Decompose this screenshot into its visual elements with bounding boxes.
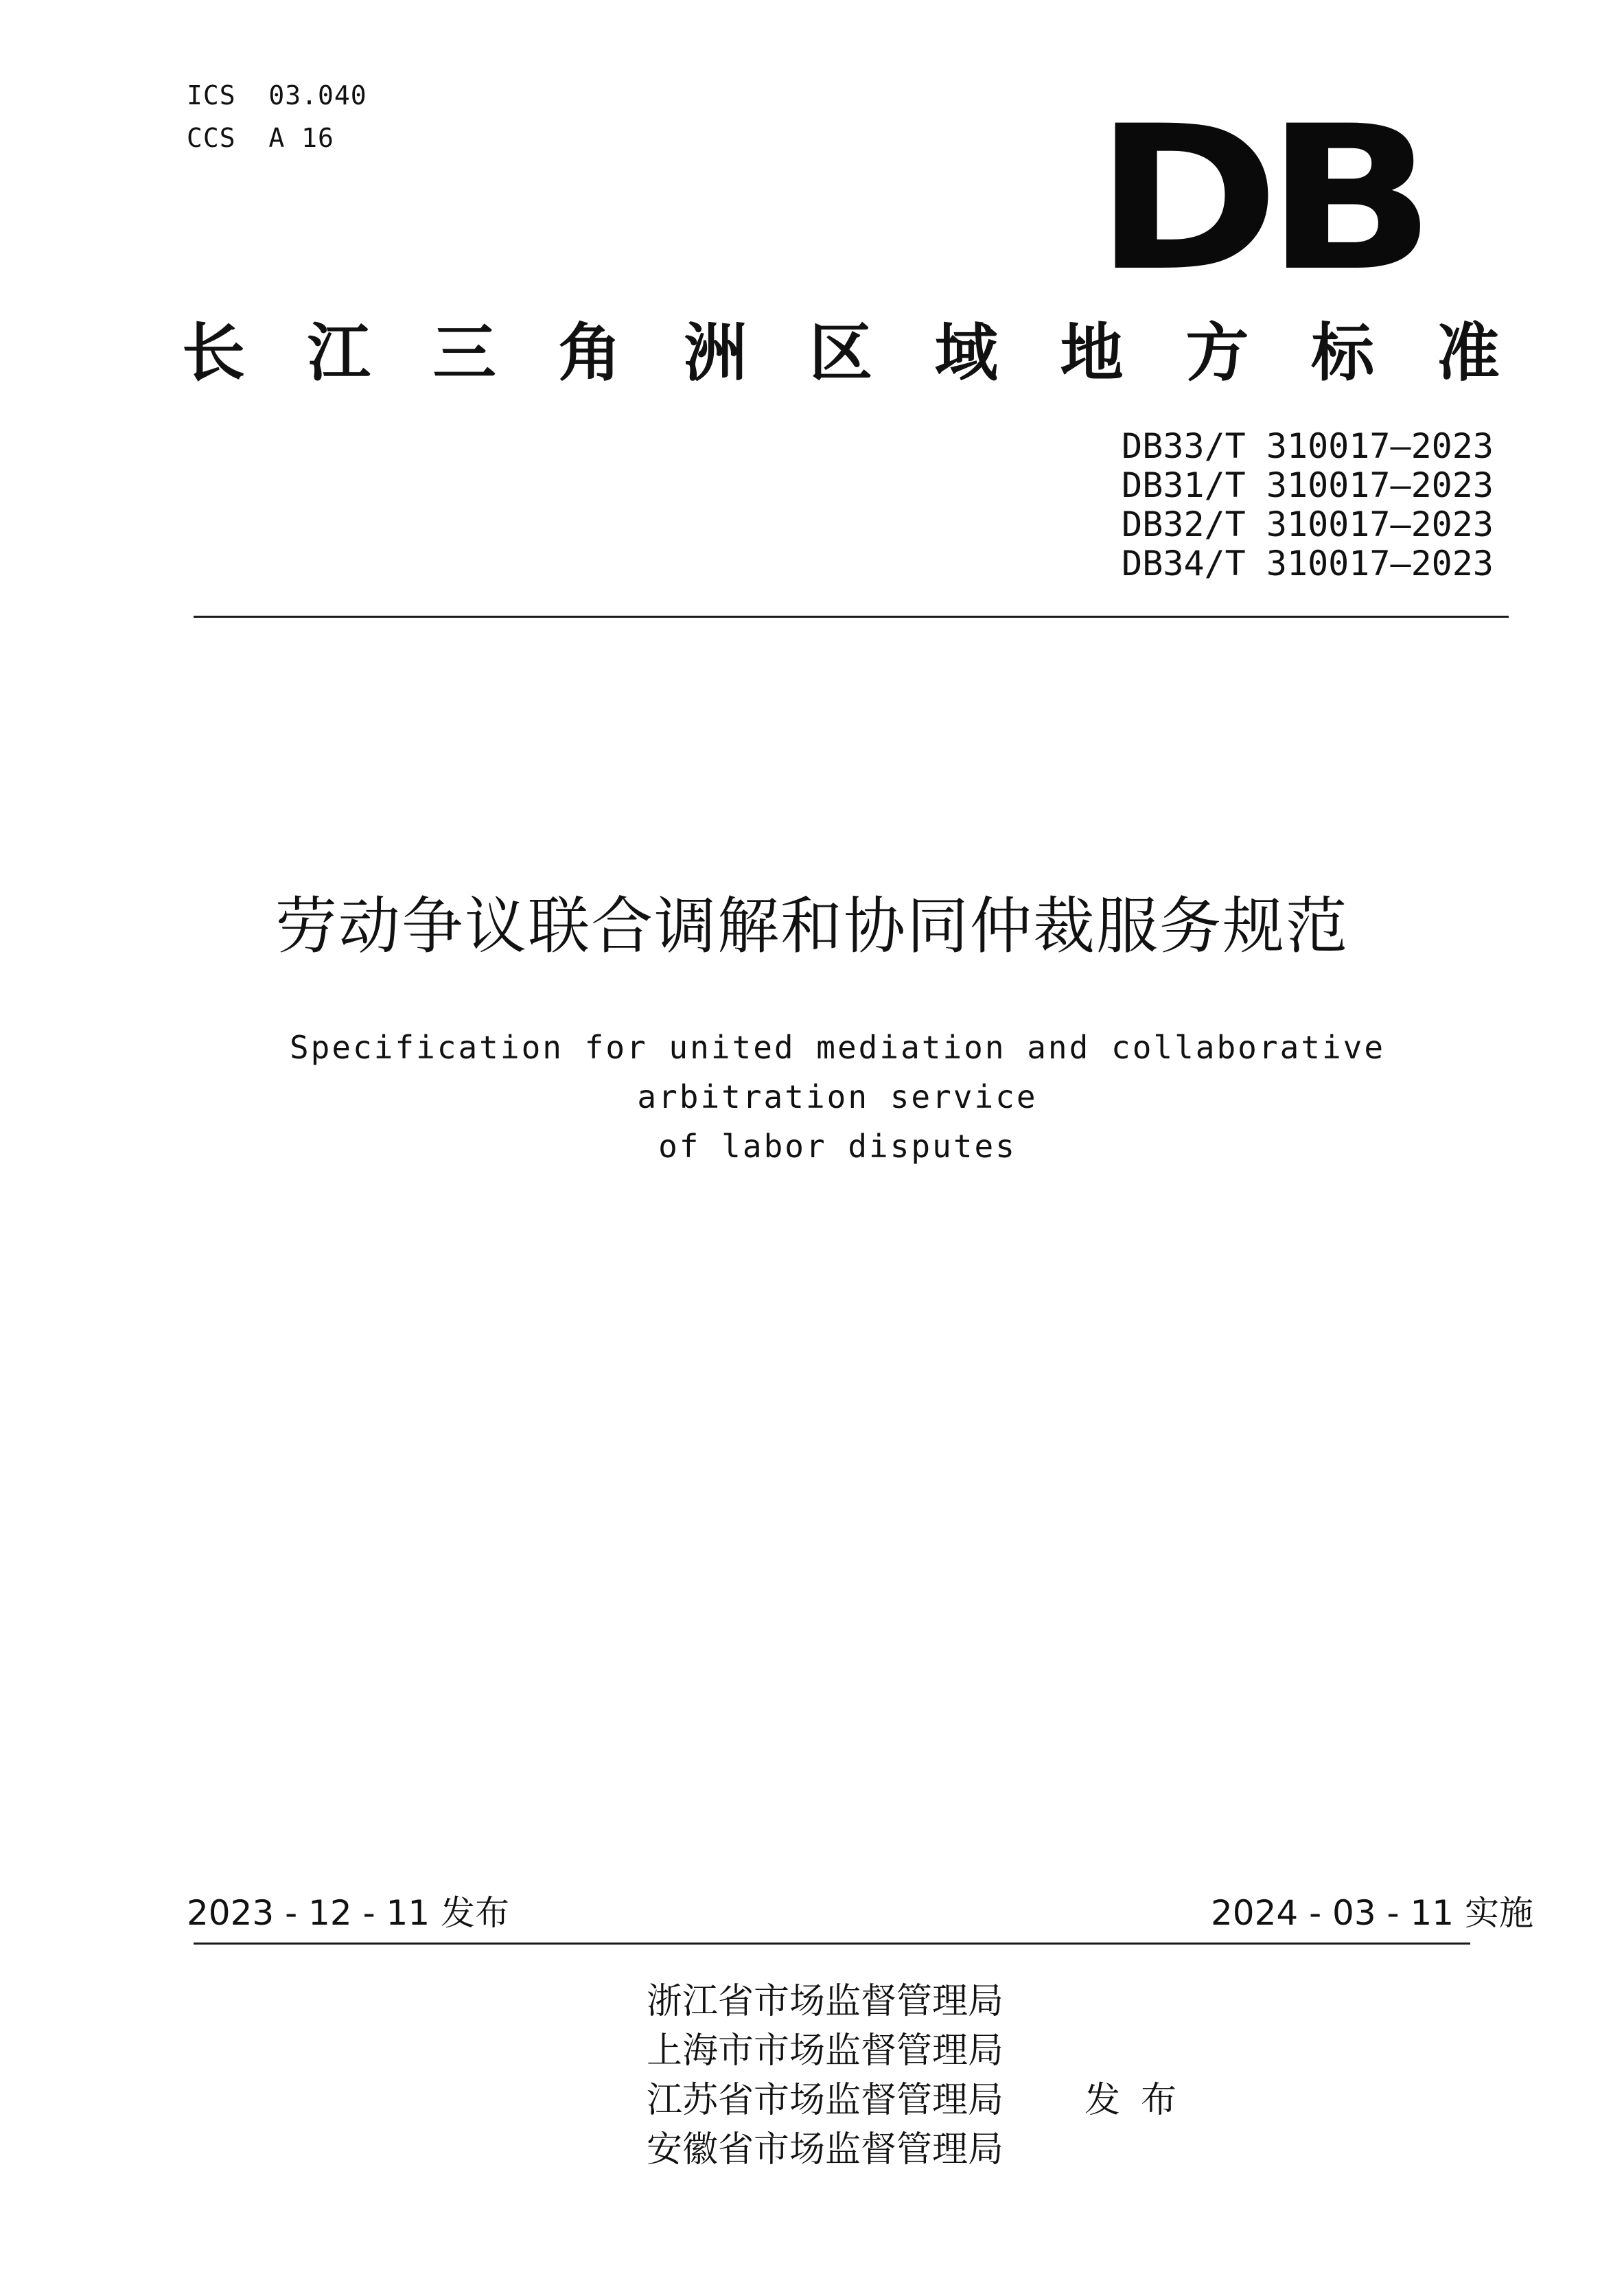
standard-number: DB31/T 310017—2023: [1122, 465, 1494, 505]
standard-type-char: 域: [934, 316, 998, 390]
standard-type-char: 江: [307, 316, 371, 390]
standard-type-char: 方: [1185, 316, 1249, 390]
issuer: 上海市市场监督管理局: [647, 2030, 1004, 2072]
standard-numbers: [1122, 427, 1494, 583]
standard-number: DB33/T 310017—2023: [1122, 426, 1494, 466]
issuer: 浙江省市场监督管理局: [647, 1981, 1004, 2022]
title-chinese: 劳动争议联合调解和协同仲裁服务规范: [275, 890, 1349, 962]
ccs-code: CCS A 16: [187, 123, 334, 153]
issuer: 安徽省市场监督管理局: [647, 2129, 1004, 2170]
standard-type-char: 准: [1436, 316, 1500, 390]
ics-code: ICS 03.040: [187, 80, 367, 111]
title-english: [165, 1023, 1510, 1171]
top-divider: [194, 616, 1509, 618]
standard-type-char: 角: [558, 316, 622, 390]
implementation-date: 2024 - 03 - 11 实施: [1210, 1893, 1533, 1933]
title-english-line: of labor disputes: [658, 1128, 1017, 1165]
publish-label: 发布: [1084, 2080, 1198, 2121]
standard-type-char: 标: [1311, 316, 1375, 390]
standard-number: DB32/T 310017—2023: [1122, 505, 1494, 544]
standard-type-char: 长: [182, 316, 246, 390]
bottom-divider: [194, 1943, 1470, 1945]
issuing-authorities: [647, 1977, 1004, 2175]
issuer: 江苏省市场监督管理局: [647, 2080, 1004, 2121]
standard-type-char: 地: [1060, 316, 1124, 390]
db-logo: DB: [1094, 84, 1422, 315]
standard-number: DB34/T 310017—2023: [1122, 544, 1494, 583]
standard-type-heading: [182, 312, 1500, 395]
classification-codes: [187, 74, 367, 159]
standard-type-char: 洲: [684, 316, 747, 390]
standard-type-char: 三: [432, 316, 496, 390]
issue-date: 2023 - 12 - 11 发布: [187, 1893, 510, 1933]
title-english-line: Specification for united mediation and collaborative arbitration service: [289, 1029, 1386, 1115]
standard-type-char: 区: [809, 316, 872, 390]
